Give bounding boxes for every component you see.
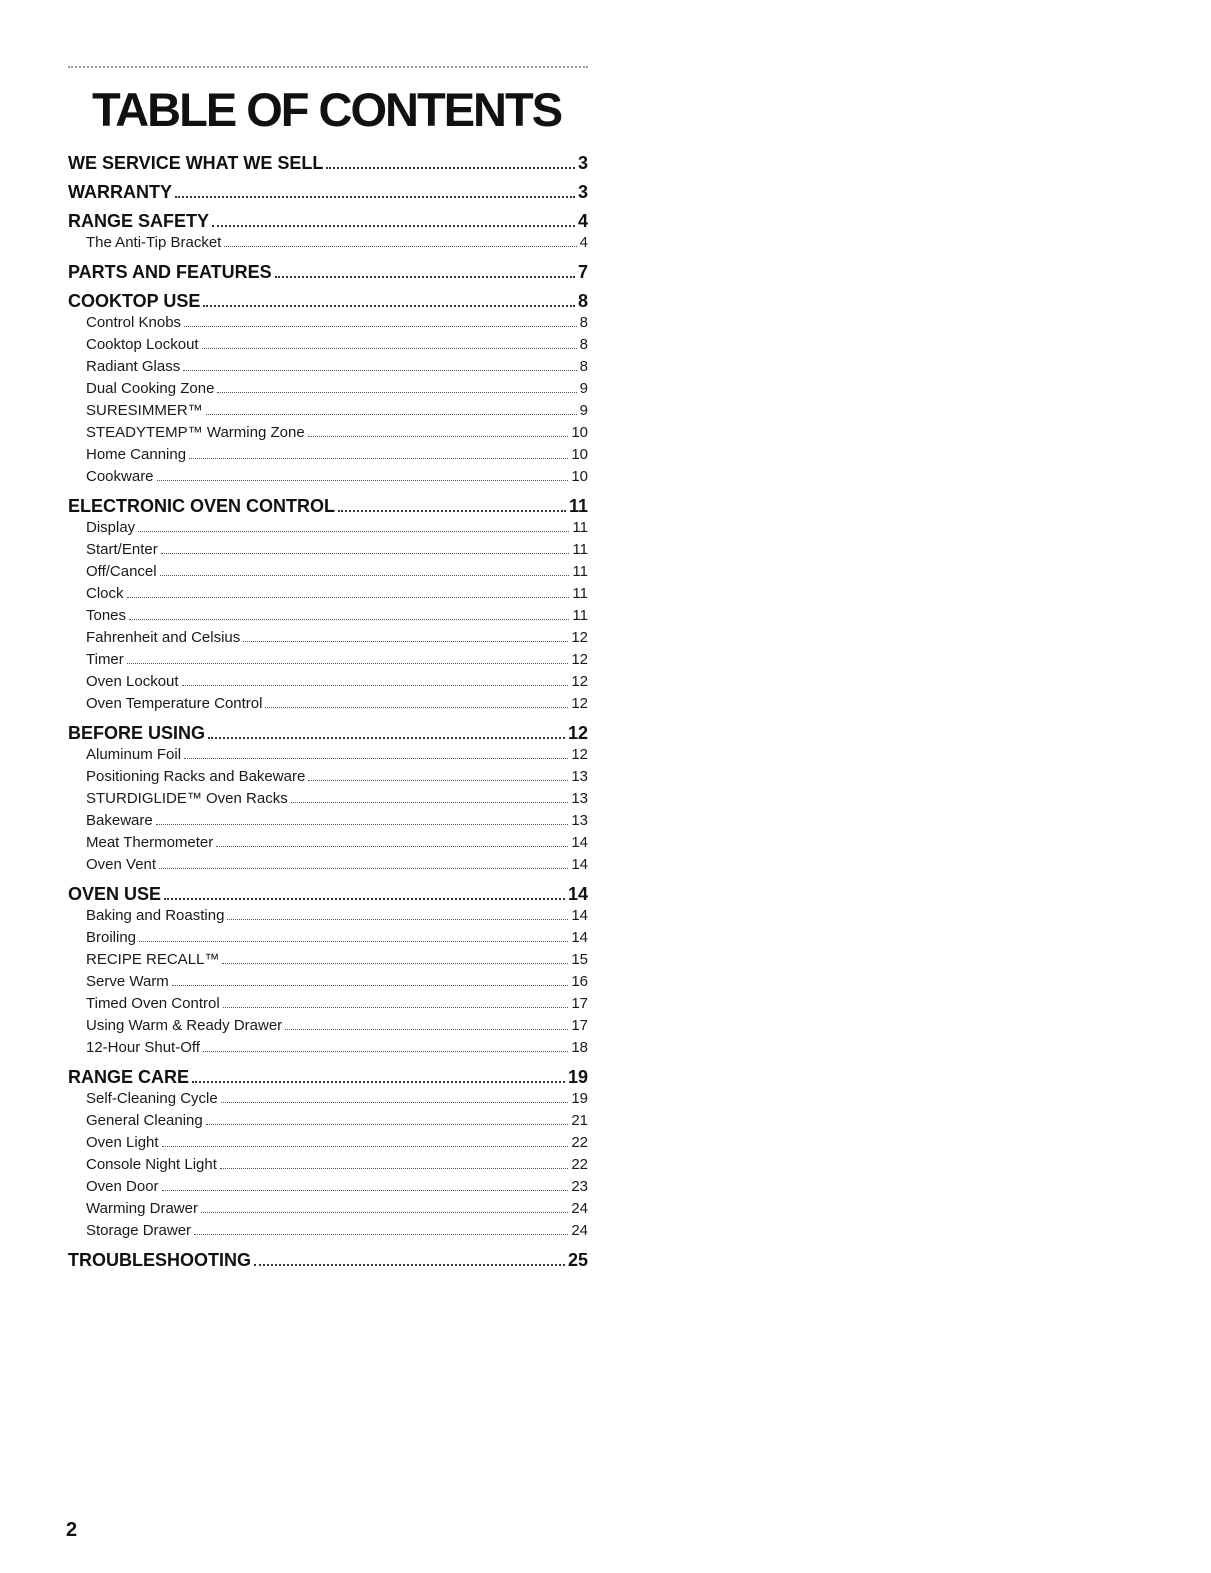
- toc-section-label: OVEN USE: [68, 884, 162, 904]
- dot-leader: [129, 619, 569, 620]
- toc-subentry[interactable]: [68, 583, 588, 605]
- toc-subentry[interactable]: [68, 905, 588, 927]
- toc-subentry[interactable]: [68, 693, 588, 715]
- toc-subentry-label: Oven Door: [86, 1178, 159, 1195]
- dot-leader: [192, 1081, 565, 1083]
- toc-section-entry[interactable]: [68, 262, 588, 283]
- toc-section-entry[interactable]: [68, 884, 588, 905]
- toc-subentry-label: Broiling: [86, 929, 137, 946]
- toc-subentry-page: 11: [572, 563, 588, 580]
- dot-leader: [222, 963, 568, 964]
- toc-subentry[interactable]: [68, 1088, 588, 1110]
- toc-subentry-page: 17: [571, 995, 588, 1012]
- toc-subentry-page: 10: [571, 424, 588, 441]
- toc-subentry-label: Timed Oven Control: [86, 995, 220, 1012]
- toc-subentry[interactable]: [68, 810, 588, 832]
- toc-subentry[interactable]: [68, 993, 588, 1015]
- toc-subentry-label: Cooktop Lockout: [86, 336, 199, 353]
- dot-leader: [216, 846, 568, 847]
- dot-leader: [291, 802, 569, 803]
- toc-subentry-label: Control Knobs: [86, 314, 182, 331]
- toc-subentry[interactable]: [68, 744, 588, 766]
- toc-section-entry[interactable]: [68, 723, 588, 744]
- toc-subentry-page: 12: [571, 695, 588, 712]
- toc-subentry[interactable]: [68, 766, 588, 788]
- toc-subentry-page: 13: [571, 768, 588, 785]
- toc-section-entry[interactable]: [68, 291, 588, 312]
- toc-subentry-label: Start/Enter: [86, 541, 158, 558]
- toc-subentry-page: 12: [571, 629, 588, 646]
- toc-section-page: 12: [567, 723, 588, 743]
- dot-leader: [308, 436, 569, 437]
- toc-subentry-page: 9: [579, 380, 588, 397]
- dot-leader: [175, 196, 575, 198]
- dot-leader: [189, 458, 568, 459]
- toc-section-label: TROUBLESHOOTING: [68, 1250, 251, 1270]
- toc-subentry[interactable]: [68, 649, 588, 671]
- toc-subentry-page: 10: [571, 468, 588, 485]
- dot-leader: [194, 1234, 568, 1235]
- dot-leader: [159, 868, 568, 869]
- toc-subentry-page: 14: [571, 856, 588, 873]
- dot-leader: [221, 1102, 569, 1103]
- toc-section-page: 11: [568, 496, 588, 516]
- toc-subentry-label: Home Canning: [86, 446, 187, 463]
- toc-subentry-label: Baking and Roasting: [86, 907, 225, 924]
- toc-subentry[interactable]: [68, 312, 588, 334]
- toc-subentry-page: 13: [571, 812, 588, 829]
- toc-subentry[interactable]: [68, 1154, 588, 1176]
- toc-subentry[interactable]: [68, 832, 588, 854]
- toc-subentry-label: STEADYTEMP™ Warming Zone: [86, 424, 305, 441]
- toc-subentry[interactable]: [68, 854, 588, 876]
- toc-section-page: 3: [577, 153, 588, 173]
- toc-subentry-label: Aluminum Foil: [86, 746, 182, 763]
- table-of-contents: [68, 153, 588, 1271]
- toc-subentry-label: General Cleaning: [86, 1112, 203, 1129]
- toc-subentry-page: 23: [571, 1178, 588, 1195]
- toc-subentry-page: 11: [572, 585, 588, 602]
- toc-subentry-page: 24: [571, 1222, 588, 1239]
- toc-subentry-page: 22: [571, 1156, 588, 1173]
- toc-subentry-label: Using Warm & Ready Drawer: [86, 1017, 283, 1034]
- dot-leader: [220, 1168, 568, 1169]
- dot-leader: [172, 985, 569, 986]
- toc-section-page: 7: [577, 262, 588, 282]
- toc-subentry-page: 11: [572, 519, 588, 536]
- toc-section-label: COOKTOP USE: [68, 291, 201, 311]
- toc-subentry[interactable]: [68, 788, 588, 810]
- toc-subentry-label: Radiant Glass: [86, 358, 181, 375]
- toc-section-entry[interactable]: [68, 182, 588, 203]
- dot-leader: [212, 225, 575, 227]
- dot-leader: [203, 1051, 568, 1052]
- toc-section-label: WE SERVICE WHAT WE SELL: [68, 153, 324, 173]
- dot-leader: [160, 575, 570, 576]
- toc-subentry[interactable]: [68, 422, 588, 444]
- toc-subentry-page: 22: [571, 1134, 588, 1151]
- toc-subentry-label: Off/Cancel: [86, 563, 157, 580]
- toc-subentry-label: STURDIGLIDE™ Oven Racks: [86, 790, 288, 807]
- dot-leader: [208, 737, 565, 739]
- toc-subentry-page: 18: [571, 1039, 588, 1056]
- toc-subentry-label: RECIPE RECALL™: [86, 951, 220, 968]
- toc-section-entry[interactable]: [68, 1067, 588, 1088]
- toc-subentry[interactable]: [68, 539, 588, 561]
- toc-subentry-label: Display: [86, 519, 136, 536]
- toc-section-page: 14: [567, 884, 588, 904]
- toc-subentry[interactable]: [68, 605, 588, 627]
- toc-subentry[interactable]: [68, 444, 588, 466]
- toc-subentry[interactable]: [68, 1198, 588, 1220]
- toc-subentry[interactable]: [68, 949, 588, 971]
- toc-subentry-label: Oven Temperature Control: [86, 695, 263, 712]
- toc-subentry-label: Tones: [86, 607, 127, 624]
- toc-subentry-label: The Anti-Tip Bracket: [86, 234, 222, 251]
- toc-subentry[interactable]: [68, 466, 588, 488]
- toc-subentry[interactable]: [68, 1015, 588, 1037]
- dot-leader: [203, 305, 575, 307]
- dot-leader: [308, 780, 568, 781]
- toc-subentry-page: 4: [579, 234, 588, 251]
- dot-leader: [227, 919, 568, 920]
- toc-subentry-page: 13: [571, 790, 588, 807]
- toc-subentry-page: 24: [571, 1200, 588, 1217]
- dot-leader: [164, 898, 565, 900]
- toc-subentry-label: Bakeware: [86, 812, 153, 829]
- dot-leader: [184, 758, 568, 759]
- page-number: 2: [66, 1519, 78, 1541]
- toc-section-entry[interactable]: [68, 1250, 588, 1271]
- toc-subentry-page: 8: [579, 314, 588, 331]
- toc-subentry[interactable]: [68, 1220, 588, 1242]
- toc-subentry-page: 15: [571, 951, 588, 968]
- dot-leader: [223, 1007, 569, 1008]
- dot-leader: [338, 510, 566, 512]
- page-title: TABLE OF CONTENTS: [92, 83, 562, 136]
- dot-leader: [243, 641, 568, 642]
- toc-subentry-label: Meat Thermometer: [86, 834, 214, 851]
- dot-leader: [161, 553, 570, 554]
- toc-subentry-page: 14: [571, 834, 588, 851]
- dot-leader: [217, 392, 576, 393]
- dot-leader: [285, 1029, 568, 1030]
- toc-subentry[interactable]: [68, 232, 588, 254]
- toc-subentry-page: 11: [572, 607, 588, 624]
- toc-subentry-label: Clock: [86, 585, 124, 602]
- toc-section-page: 25: [567, 1250, 588, 1270]
- dot-leader: [182, 685, 569, 686]
- toc-subentry[interactable]: [68, 1037, 588, 1059]
- toc-subentry-label: Self-Cleaning Cycle: [86, 1090, 218, 1107]
- toc-subentry[interactable]: [68, 517, 588, 539]
- toc-subentry-page: 12: [571, 651, 588, 668]
- toc-section-label: PARTS AND FEATURES: [68, 262, 272, 282]
- toc-subentry[interactable]: [68, 627, 588, 649]
- toc-subentry-page: 14: [571, 929, 588, 946]
- dot-leader: [183, 370, 576, 371]
- dot-leader: [157, 480, 569, 481]
- toc-subentry[interactable]: [68, 671, 588, 693]
- toc-subentry-label: 12-Hour Shut-Off: [86, 1039, 200, 1056]
- toc-subentry-label: Storage Drawer: [86, 1222, 192, 1239]
- toc-subentry-page: 14: [571, 907, 588, 924]
- dot-leader: [139, 941, 568, 942]
- toc-subentry-page: 16: [571, 973, 588, 990]
- dot-leader: [184, 326, 577, 327]
- toc-subentry-label: Fahrenheit and Celsius: [86, 629, 241, 646]
- toc-subentry[interactable]: [68, 400, 588, 422]
- dot-leader: [254, 1264, 565, 1266]
- toc-subentry-page: 17: [571, 1017, 588, 1034]
- toc-subentry-label: Oven Vent: [86, 856, 157, 873]
- dot-leader: [206, 1124, 569, 1125]
- toc-subentry-label: Positioning Racks and Bakeware: [86, 768, 306, 785]
- toc-section-page: 4: [577, 211, 588, 231]
- toc-subentry-label: Console Night Light: [86, 1156, 217, 1173]
- toc-subentry-page: 12: [571, 673, 588, 690]
- toc-subentry-label: SURESIMMER™: [86, 402, 203, 419]
- toc-subentry[interactable]: [68, 927, 588, 949]
- toc-subentry[interactable]: [68, 334, 588, 356]
- dot-leader: [162, 1146, 569, 1147]
- toc-section-page: 19: [567, 1067, 588, 1087]
- toc-subentry-label: Dual Cooking Zone: [86, 380, 215, 397]
- toc-section-label: BEFORE USING: [68, 723, 206, 743]
- dot-leader: [326, 167, 575, 169]
- dot-leader: [127, 597, 570, 598]
- dot-leader: [162, 1190, 569, 1191]
- toc-subentry-page: 12: [571, 746, 588, 763]
- dot-leader: [275, 276, 575, 278]
- toc-section-entry[interactable]: [68, 496, 588, 517]
- toc-subentry-page: 8: [579, 358, 588, 375]
- toc-subentry-page: 21: [571, 1112, 588, 1129]
- toc-subentry[interactable]: [68, 1132, 588, 1154]
- toc-subentry-page: 10: [571, 446, 588, 463]
- dot-leader: [138, 531, 569, 532]
- toc-section-page: 3: [577, 182, 588, 202]
- dot-leader: [156, 824, 569, 825]
- toc-subentry-page: 9: [579, 402, 588, 419]
- toc-section-page: 8: [577, 291, 588, 311]
- toc-subentry[interactable]: [68, 356, 588, 378]
- toc-subentry-label: Timer: [86, 651, 124, 668]
- top-dotted-rule: [68, 66, 588, 68]
- toc-subentry[interactable]: [68, 1176, 588, 1198]
- toc-section-label: ELECTRONIC OVEN CONTROL: [68, 496, 336, 516]
- toc-section-entry[interactable]: [68, 211, 588, 232]
- toc-subentry-label: Oven Lockout: [86, 673, 179, 690]
- toc-subentry[interactable]: [68, 378, 588, 400]
- dot-leader: [201, 1212, 568, 1213]
- toc-subentry[interactable]: [68, 1110, 588, 1132]
- toc-subentry-page: 19: [571, 1090, 588, 1107]
- toc-subentry[interactable]: [68, 971, 588, 993]
- toc-subentry-label: Cookware: [86, 468, 154, 485]
- dot-leader: [224, 246, 576, 247]
- toc-section-label: RANGE SAFETY: [68, 211, 210, 231]
- dot-leader: [127, 663, 569, 664]
- dot-leader: [206, 414, 577, 415]
- dot-leader: [265, 707, 568, 708]
- dot-leader: [202, 348, 577, 349]
- toc-section-label: RANGE CARE: [68, 1067, 190, 1087]
- toc-subentry[interactable]: [68, 561, 588, 583]
- toc-subentry-label: Serve Warm: [86, 973, 169, 990]
- toc-subentry-page: 8: [579, 336, 588, 353]
- toc-section-label: WARRANTY: [68, 182, 172, 202]
- toc-subentry-label: Warming Drawer: [86, 1200, 198, 1217]
- toc-subentry-page: 11: [572, 541, 588, 558]
- toc-subentry-label: Oven Light: [86, 1134, 159, 1151]
- toc-section-entry[interactable]: [68, 153, 588, 174]
